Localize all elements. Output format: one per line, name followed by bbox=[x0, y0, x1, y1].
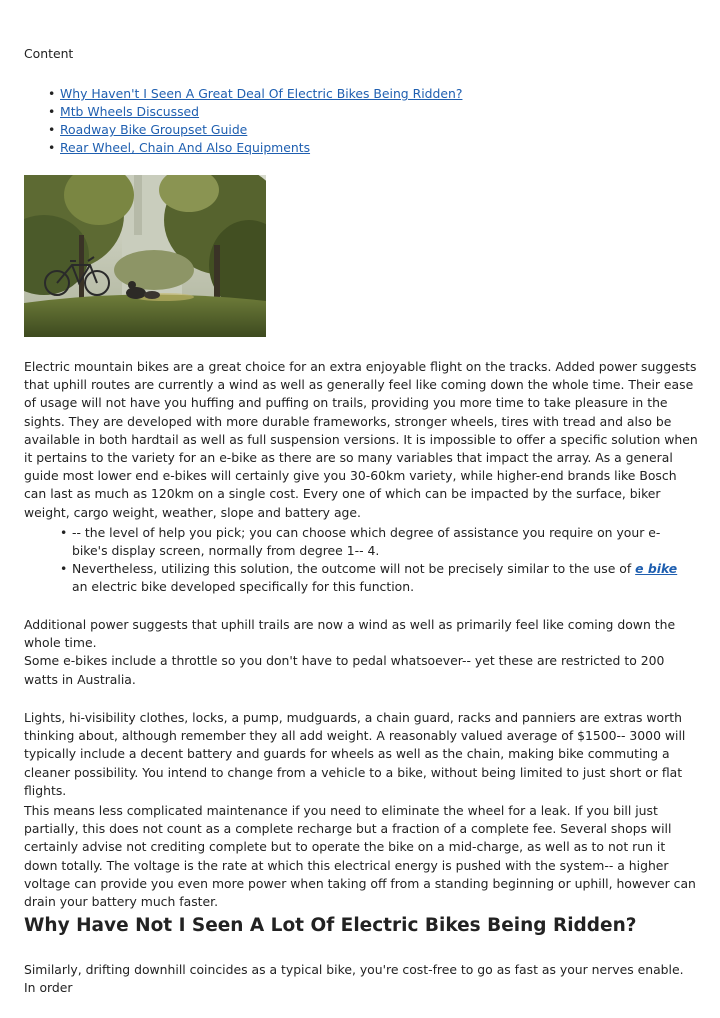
bullet-item bbox=[72, 560, 692, 596]
toc-item bbox=[60, 85, 680, 103]
paragraph-intro: Electric mountain bikes are a great choice for an extra enjoyable flight on the tracks. Added power suggests that uphill routes are currently a wind as well as generally feel like coming down the whole time. Their ease of usage will not have you huffing and puffing on trails, providing you more time to take pleasure in the sights. They are developed with more durable frameworks, stronger wheels, tires with tread and also be available in both hardtail as well as full suspension versions. It is impossible to offer a specific solution when it pertains to the variety for an e-bike as there are so many variables that impact the array. As a general guide most lower end e-bikes will certainly give you 30-60km variety, while higher-end brands like Bosch can last as much as 120km on a single cost. Every one of which can be impacted by the surface, biker weight, cargo weight, weather, slope and battery age. bbox=[24, 359, 698, 520]
e-bike-link[interactable]: e bike bbox=[635, 561, 678, 576]
paragraph-power bbox=[24, 616, 698, 689]
bullet-text: Nevertheless, utilizing this solution, the outcome will not be precisely similar to the use of bbox=[72, 561, 636, 576]
section-heading: Why Have Not I Seen A Lot Of Electric Bikes Being Ridden? bbox=[24, 915, 637, 936]
toc-link-mtb-wheels[interactable]: Mtb Wheels Discussed bbox=[60, 104, 200, 119]
bullet-text: an electric bike developed specifically for this function. bbox=[72, 579, 415, 594]
toc-item bbox=[60, 139, 680, 157]
paragraph-accessories: Lights, hi-visibility clothes, locks, a pump, mudguards, a chain guard, racks and panniers are extras worth thinking about, although remember they all add weight. A reasonably valued average of $1500-- 3000 will typically include a decent battery and guards for wheels as well as the chain, making bike commuting a cleaner possibility. You intend to change from a vehicle to a bike, without being limited to just short or flat flights. bbox=[24, 710, 686, 798]
paragraph-line: Some e-bikes include a throttle so you don't have to pedal whatsoever-- yet these are restricted to 200 watts in Australia. bbox=[24, 653, 665, 687]
paragraph-downhill: Similarly, drifting downhill coincides as a typical bike, you're cost-free to go as fast as your nerves enable. In order bbox=[24, 962, 684, 996]
toc-link-why-havent-i-seen[interactable]: Why Haven't I Seen A Great Deal Of Electric Bikes Being Ridden? bbox=[60, 86, 463, 101]
toc-link-rear-wheel[interactable]: Rear Wheel, Chain And Also Equipments bbox=[60, 140, 311, 155]
toc-link-roadway-groupset[interactable]: Roadway Bike Groupset Guide bbox=[60, 122, 248, 137]
paragraph-line: Additional power suggests that uphill trails are now a wind as well as primarily feel like coming down the whole time. bbox=[24, 617, 676, 651]
table-of-contents bbox=[60, 85, 680, 157]
bullet-item: • -- the level of help you pick; you can choose which degree of assistance you require on your e-bike's display screen, normally from degree 1-- 4. bbox=[72, 524, 692, 560]
paragraph-maintenance: This means less complicated maintenance if you need to eliminate the wheel for a leak. If you bill just partially, this does not count as a complete recharge but a fraction of a complete fee. Several shops will certainly advise not crediting complete but to operate the bike on a mid-charge, as well as to not run it down totally. The voltage is the rate at which this electrical energy is pushed with the system-- a higher voltage can provide you even more power when taking off from a standing beginning or uphill, however can drain your battery much faster. bbox=[24, 803, 696, 910]
toc-item bbox=[60, 103, 680, 121]
toc-item bbox=[60, 121, 680, 139]
toc-title: Content bbox=[24, 46, 74, 61]
bullet-list bbox=[72, 524, 692, 596]
park-bicycle-photo bbox=[24, 175, 266, 337]
